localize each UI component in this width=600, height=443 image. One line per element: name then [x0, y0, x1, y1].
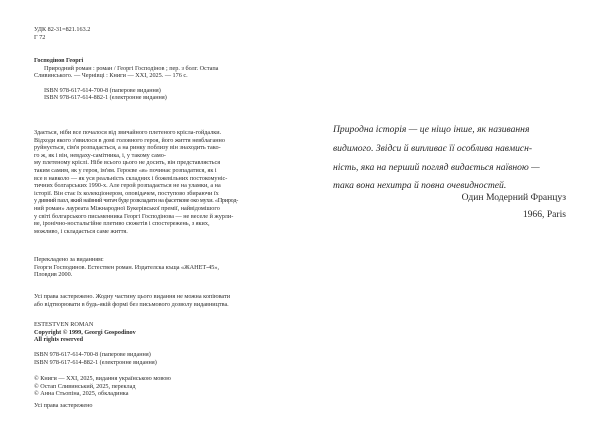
epigraph-date: 1966, Paris: [522, 209, 566, 220]
original-edition-note: [34, 256, 286, 279]
annotation-line: таким самим, як у героя, ім'ям. Героєве «я» починає розпадатися, як і: [34, 166, 217, 174]
original-title: ESTESTVEN ROMAN: [34, 321, 94, 328]
annotation-line: го ж, як і він, невдаху-самітника, і, у такому само-: [34, 151, 166, 159]
isbn-line: ISBN 978-617-614-700-8 (паперове видання): [34, 351, 151, 358]
annotation-line: Відходи якого з'явилося в домі головного героя, його життя невблаганно: [34, 136, 225, 144]
rights-line: Усі права застережено. Жодну частину цього видання не можна копіювати: [34, 293, 231, 300]
annotation-line: ве, іронічно-ностальгійне плетиво сюжетів і спостережень, з яких,: [34, 220, 210, 228]
orig-edition-line: Пловдив 2000.: [34, 271, 73, 279]
epigraph-page: [300, 0, 600, 443]
epigraph-line: така вона нехитра й повна очевидностей.: [333, 180, 507, 192]
annotation-line: історії. Він стає їх колекціонером, оповідачем, поступово збираючи їх: [34, 189, 219, 197]
all-rights-line: All rights reserved: [34, 336, 84, 344]
annotation-line: у дивний пазл, який наївний читач буде розкладати на фасеткове око мухи. «Природ-: [34, 197, 239, 205]
udk-code: УДК 82-31=821.163.2: [34, 26, 91, 33]
original-copyright-line: Copyright © 1999, Georgi Gospodinov: [34, 328, 136, 336]
isbn-line: ISBN 978-617-614-700-8 (паперове видання): [44, 86, 161, 94]
rights-footer-line: Усі права застережено: [34, 402, 93, 409]
author-sign: Г 72: [34, 33, 46, 41]
epigraph-author: Один Модерний Француз: [461, 192, 566, 203]
copyright-line: © Книги — ХХІ, 2025, видання українською мовою: [34, 375, 171, 382]
epigraph-line: видимого. Звідси й випливає її особлива навмисн-: [333, 142, 533, 154]
copyright-holders: [34, 375, 286, 398]
rights-footer: [34, 402, 286, 410]
epigraph: [333, 121, 573, 196]
annotation-line: руйнується, сім'я розпадається, а на ринку поблизу він знаходить тако-: [34, 144, 221, 152]
annotation-line: Здається, ніби все почалося від звичайного плетеного крісла-гойдалки.: [34, 129, 222, 136]
copyright-line: © Остап Сливинський, 2025, переклад: [34, 382, 136, 390]
epigraph-line: Природна історія — це ніщо інше, як називання: [333, 124, 530, 135]
annotation-line: можливо, і складається саме життя.: [34, 227, 128, 235]
bibliographic-record: [34, 57, 286, 102]
rights-line: або відтворювати в будь-якій формі без письмового дозволу видавництва.: [34, 300, 229, 308]
annotation-line: у світі болгарського письменника Георгі Господінова — не веселе й журли-: [34, 212, 234, 220]
classification-block: [34, 26, 286, 41]
copyright-line: © Анна Стьопіна, 2025, обкладинка: [34, 390, 129, 398]
rights-warning: [34, 293, 286, 308]
original-copyright: [34, 321, 286, 344]
epigraph-line: ність, яка на перший погляд видається наївною —: [333, 161, 540, 173]
bib-line: Сливинського. — Чернівці : Книги — ХХІ, 2025. — 176 с.: [34, 72, 188, 80]
bib-line: Природний роман : роман / Георгі Господінов ; пер. з болг. Остапа: [44, 64, 219, 72]
isbn-line: ISBN 978-617-614-882-1 (електронне видання): [34, 358, 157, 366]
translated-from-label: Перекладено за виданням:: [34, 256, 104, 263]
isbn-line: ISBN 978-617-614-882-1 (електронне видання): [44, 94, 167, 102]
orig-edition-line: Георги Господинов. Естествен роман. Издателска къща «ЖАНЕТ-45»,: [34, 263, 220, 271]
annotation-line: все в навколо — як уся реальність складних і божевільних постокомуніс-: [34, 174, 228, 182]
annotation: [34, 129, 286, 235]
author-name: Господінов Георгі: [34, 57, 84, 64]
annotation-line: му плетеному кріслі. Нібе всього цього не досить, він представляється: [34, 159, 221, 167]
annotation-line: тичних болгарських 1990-х. Але герой розпадається не на уламки, а на: [34, 182, 221, 190]
isbn-block: [34, 351, 286, 366]
annotation-line: ний роман» лауреата Міжнародної Букерівської премії, найвідомішого: [34, 204, 220, 212]
